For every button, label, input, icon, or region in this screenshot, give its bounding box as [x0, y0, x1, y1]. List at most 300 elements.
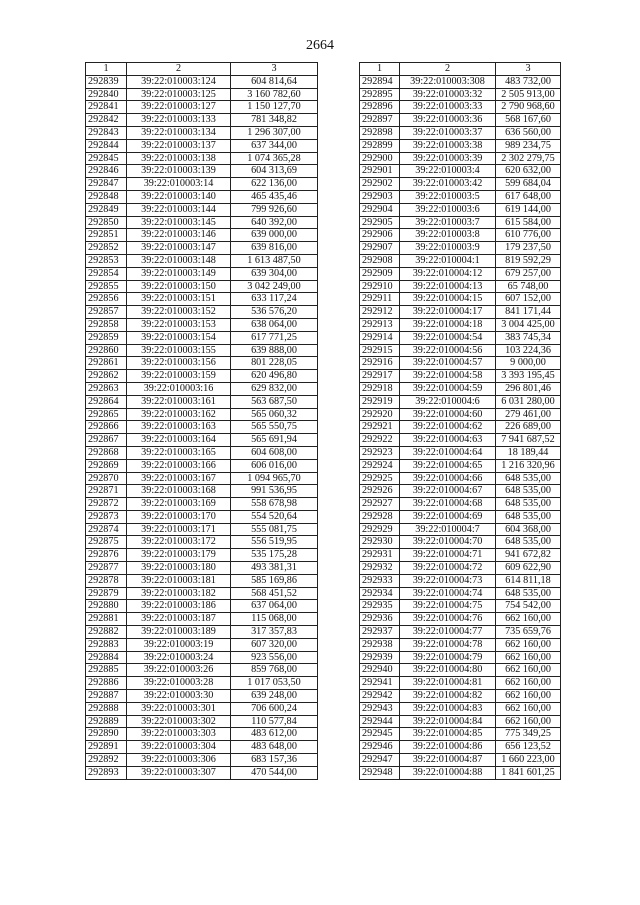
cadastral-number-cell: 39:22:010004:88 — [400, 766, 496, 779]
table-row — [86, 638, 318, 651]
cadastral-value-cell: 1 296 307,00 — [231, 126, 318, 139]
row-number-cell: 292892 — [86, 754, 127, 767]
row-number-cell: 292934 — [360, 587, 400, 600]
cadastral-number-cell: 39:22:010003:145 — [127, 216, 231, 229]
table-row — [360, 536, 561, 549]
cadastral-value-cell: 558 678,98 — [231, 498, 318, 511]
cadastral-number-cell: 39:22:010003:38 — [400, 139, 496, 152]
table-row — [360, 421, 561, 434]
row-number-cell: 292845 — [86, 152, 127, 165]
table-row — [360, 651, 561, 664]
table-row — [86, 549, 318, 562]
row-number-cell: 292886 — [86, 677, 127, 690]
row-number-cell: 292876 — [86, 549, 127, 562]
cadastral-number-cell: 39:22:010004:72 — [400, 562, 496, 575]
table-row — [86, 254, 318, 267]
row-number-cell: 292871 — [86, 485, 127, 498]
row-number-cell: 292849 — [86, 203, 127, 216]
table-row — [360, 370, 561, 383]
row-number-cell: 292853 — [86, 254, 127, 267]
table-row — [86, 382, 318, 395]
row-number-cell: 292839 — [86, 75, 127, 88]
cadastral-value-cell: 662 160,00 — [496, 651, 561, 664]
row-number-cell: 292868 — [86, 446, 127, 459]
cadastral-value-cell: 622 136,00 — [231, 178, 318, 191]
table-row — [86, 357, 318, 370]
cadastral-number-cell: 39:22:010004:66 — [400, 472, 496, 485]
table-row — [360, 754, 561, 767]
cadastral-number-cell: 39:22:010003:172 — [127, 536, 231, 549]
cadastral-number-cell: 39:22:010003:37 — [400, 126, 496, 139]
cadastral-value-cell: 610 776,00 — [496, 229, 561, 242]
row-number-cell: 292861 — [86, 357, 127, 370]
cadastral-number-cell: 39:22:010003:186 — [127, 600, 231, 613]
cadastral-value-cell: 648 535,00 — [496, 472, 561, 485]
cadastral-number-cell: 39:22:010003:168 — [127, 485, 231, 498]
cadastral-value-cell: 679 257,00 — [496, 267, 561, 280]
cadastral-number-cell: 39:22:010004:57 — [400, 357, 496, 370]
cadastral-value-cell: 706 600,24 — [231, 702, 318, 715]
column-header-value: 3 — [496, 63, 561, 76]
table-row — [360, 114, 561, 127]
cadastral-value-cell: 565 550,75 — [231, 421, 318, 434]
table-row — [86, 677, 318, 690]
cadastral-number-cell: 39:22:010004:62 — [400, 421, 496, 434]
row-number-cell: 292844 — [86, 139, 127, 152]
cadastral-number-cell: 39:22:010004:65 — [400, 459, 496, 472]
cadastral-number-cell: 39:22:010004:12 — [400, 267, 496, 280]
table-row — [86, 203, 318, 216]
cadastral-number-cell: 39:22:010003:301 — [127, 702, 231, 715]
cadastral-number-cell: 39:22:010003:170 — [127, 510, 231, 523]
row-number-cell: 292841 — [86, 101, 127, 114]
table-row — [86, 370, 318, 383]
cadastral-value-cell: 1 017 053,50 — [231, 677, 318, 690]
cadastral-value-cell: 483 648,00 — [231, 741, 318, 754]
cadastral-value-cell: 629 832,00 — [231, 382, 318, 395]
cadastral-number-cell: 39:22:010003:180 — [127, 562, 231, 575]
cadastral-number-cell: 39:22:010003:303 — [127, 728, 231, 741]
row-number-cell: 292947 — [360, 754, 400, 767]
table-row — [86, 293, 318, 306]
table-row — [86, 152, 318, 165]
cadastral-value-cell: 638 064,00 — [231, 318, 318, 331]
table-row — [86, 267, 318, 280]
table-row — [360, 613, 561, 626]
cadastral-number-cell: 39:22:010003:165 — [127, 446, 231, 459]
cadastral-value-cell: 6 031 280,00 — [496, 395, 561, 408]
cadastral-value-cell: 604 313,69 — [231, 165, 318, 178]
cadastral-number-cell: 39:22:010003:6 — [400, 203, 496, 216]
cadastral-value-cell: 639 000,00 — [231, 229, 318, 242]
table-row — [86, 690, 318, 703]
cadastral-number-cell: 39:22:010003:179 — [127, 549, 231, 562]
table-row — [86, 715, 318, 728]
table-row — [360, 126, 561, 139]
cadastral-number-cell: 39:22:010003:153 — [127, 318, 231, 331]
cadastral-number-cell: 39:22:010003:306 — [127, 754, 231, 767]
cadastral-value-cell: 3 004 425,00 — [496, 318, 561, 331]
table-row — [360, 139, 561, 152]
cadastral-number-cell: 39:22:010004:67 — [400, 485, 496, 498]
row-number-cell: 292945 — [360, 728, 400, 741]
row-number-cell: 292846 — [86, 165, 127, 178]
cadastral-value-cell: 604 368,00 — [496, 523, 561, 536]
row-number-cell: 292946 — [360, 741, 400, 754]
row-number-cell: 292929 — [360, 523, 400, 536]
row-number-cell: 292940 — [360, 664, 400, 677]
row-number-cell: 292941 — [360, 677, 400, 690]
table-row — [86, 485, 318, 498]
cadastral-value-cell: 555 081,75 — [231, 523, 318, 536]
cadastral-value-cell: 636 560,00 — [496, 126, 561, 139]
cadastral-value-cell: 1 660 223,00 — [496, 754, 561, 767]
table-row — [360, 626, 561, 639]
cadastral-value-cell: 9 000,00 — [496, 357, 561, 370]
row-number-cell: 292850 — [86, 216, 127, 229]
table-row — [86, 75, 318, 88]
table-row — [360, 267, 561, 280]
cadastral-number-cell: 39:22:010003:42 — [400, 178, 496, 191]
row-number-cell: 292873 — [86, 510, 127, 523]
cadastral-number-cell: 39:22:010004:17 — [400, 306, 496, 319]
table-header-row — [86, 63, 318, 76]
cadastral-value-cell: 662 160,00 — [496, 677, 561, 690]
cadastral-number-cell: 39:22:010004:86 — [400, 741, 496, 754]
cadastral-number-cell: 39:22:010003:4 — [400, 165, 496, 178]
table-row — [86, 728, 318, 741]
row-number-cell: 292847 — [86, 178, 127, 191]
row-number-cell: 292879 — [86, 587, 127, 600]
cadastral-number-cell: 39:22:010003:30 — [127, 690, 231, 703]
row-number-cell: 292924 — [360, 459, 400, 472]
table-row — [360, 472, 561, 485]
cadastral-value-cell: 7 941 687,52 — [496, 434, 561, 447]
table-row — [360, 178, 561, 191]
cadastral-number-cell: 39:22:010004:76 — [400, 613, 496, 626]
table-row — [86, 280, 318, 293]
row-number-cell: 292906 — [360, 229, 400, 242]
cadastral-number-cell: 39:22:010004:87 — [400, 754, 496, 767]
table-row — [360, 498, 561, 511]
table-row — [86, 306, 318, 319]
cadastral-value-cell: 640 392,00 — [231, 216, 318, 229]
row-number-cell: 292867 — [86, 434, 127, 447]
table-row — [86, 587, 318, 600]
row-number-cell: 292910 — [360, 280, 400, 293]
cadastral-value-cell: 637 344,00 — [231, 139, 318, 152]
cadastral-value-cell: 465 435,46 — [231, 190, 318, 203]
row-number-cell: 292943 — [360, 702, 400, 715]
cadastral-value-cell: 662 160,00 — [496, 715, 561, 728]
cadastral-number-cell: 39:22:010004:54 — [400, 331, 496, 344]
cadastral-value-cell: 859 768,00 — [231, 664, 318, 677]
cadastral-value-cell: 662 160,00 — [496, 638, 561, 651]
table-row — [360, 446, 561, 459]
row-number-cell: 292887 — [86, 690, 127, 703]
table-row — [86, 165, 318, 178]
cadastral-value-cell: 568 451,52 — [231, 587, 318, 600]
cadastral-number-cell: 39:22:010003:138 — [127, 152, 231, 165]
row-number-cell: 292930 — [360, 536, 400, 549]
row-number-cell: 292875 — [86, 536, 127, 549]
row-number-cell: 292858 — [86, 318, 127, 331]
cadastral-number-cell: 39:22:010003:7 — [400, 216, 496, 229]
row-number-cell: 292842 — [86, 114, 127, 127]
row-number-cell: 292900 — [360, 152, 400, 165]
cadastral-value-cell: 683 157,36 — [231, 754, 318, 767]
cadastral-number-cell: 39:22:010003:137 — [127, 139, 231, 152]
row-number-cell: 292884 — [86, 651, 127, 664]
table-row — [86, 741, 318, 754]
cadastral-value-cell: 633 117,24 — [231, 293, 318, 306]
column-header-cadastral: 2 — [127, 63, 231, 76]
row-number-cell: 292890 — [86, 728, 127, 741]
row-number-cell: 292928 — [360, 510, 400, 523]
cadastral-value-cell: 599 684,04 — [496, 178, 561, 191]
cadastral-value-cell: 662 160,00 — [496, 613, 561, 626]
page-number: 2664 — [306, 38, 334, 53]
cadastral-value-cell: 554 520,64 — [231, 510, 318, 523]
table-row — [86, 434, 318, 447]
cadastral-value-cell: 565 691,94 — [231, 434, 318, 447]
cadastral-number-cell: 39:22:010003:33 — [400, 101, 496, 114]
cadastral-number-cell: 39:22:010003:150 — [127, 280, 231, 293]
table-row — [360, 434, 561, 447]
cadastral-value-cell: 735 659,76 — [496, 626, 561, 639]
row-number-cell: 292877 — [86, 562, 127, 575]
cadastral-number-cell: 39:22:010004:13 — [400, 280, 496, 293]
row-number-cell: 292935 — [360, 600, 400, 613]
row-number-cell: 292857 — [86, 306, 127, 319]
row-number-cell: 292881 — [86, 613, 127, 626]
table-row — [86, 613, 318, 626]
cadastral-value-cell: 383 745,34 — [496, 331, 561, 344]
cadastral-number-cell: 39:22:010003:156 — [127, 357, 231, 370]
column-header-number: 1 — [86, 63, 127, 76]
row-number-cell: 292911 — [360, 293, 400, 306]
row-number-cell: 292925 — [360, 472, 400, 485]
cadastral-number-cell: 39:22:010004:85 — [400, 728, 496, 741]
cadastral-value-cell: 648 535,00 — [496, 485, 561, 498]
table-body-right — [360, 75, 561, 779]
cadastral-value-cell: 991 536,95 — [231, 485, 318, 498]
cadastral-number-cell: 39:22:010003:39 — [400, 152, 496, 165]
cadastral-value-cell: 563 687,50 — [231, 395, 318, 408]
table-row — [360, 549, 561, 562]
cadastral-value-cell: 781 348,82 — [231, 114, 318, 127]
cadastral-number-cell: 39:22:010003:9 — [400, 242, 496, 255]
table-row — [360, 510, 561, 523]
table-row — [360, 306, 561, 319]
table-row — [360, 485, 561, 498]
cadastral-number-cell: 39:22:010004:77 — [400, 626, 496, 639]
row-number-cell: 292860 — [86, 344, 127, 357]
table-row — [86, 600, 318, 613]
column-header-cadastral: 2 — [400, 63, 496, 76]
row-number-cell: 292882 — [86, 626, 127, 639]
row-number-cell: 292918 — [360, 382, 400, 395]
table-row — [86, 766, 318, 779]
row-number-cell: 292912 — [360, 306, 400, 319]
row-number-cell: 292901 — [360, 165, 400, 178]
row-number-cell: 292843 — [86, 126, 127, 139]
cadastral-value-cell: 819 592,29 — [496, 254, 561, 267]
cadastral-value-cell: 648 535,00 — [496, 498, 561, 511]
row-number-cell: 292885 — [86, 664, 127, 677]
table-row — [360, 702, 561, 715]
table-row — [86, 216, 318, 229]
cadastral-number-cell: 39:22:010003:140 — [127, 190, 231, 203]
table-row — [360, 280, 561, 293]
row-number-cell: 292883 — [86, 638, 127, 651]
row-number-cell: 292922 — [360, 434, 400, 447]
cadastral-value-cell: 536 576,20 — [231, 306, 318, 319]
cadastral-number-cell: 39:22:010003:8 — [400, 229, 496, 242]
row-number-cell: 292926 — [360, 485, 400, 498]
cadastral-value-cell: 493 381,31 — [231, 562, 318, 575]
row-number-cell: 292927 — [360, 498, 400, 511]
cadastral-value-cell: 317 357,83 — [231, 626, 318, 639]
row-number-cell: 292869 — [86, 459, 127, 472]
cadastral-value-cell: 2 505 913,00 — [496, 88, 561, 101]
row-number-cell: 292866 — [86, 421, 127, 434]
cadastral-value-cell: 841 171,44 — [496, 306, 561, 319]
table-row — [360, 152, 561, 165]
cadastral-number-cell: 39:22:010003:26 — [127, 664, 231, 677]
cadastral-value-cell: 615 584,00 — [496, 216, 561, 229]
table-row — [86, 190, 318, 203]
table-row — [86, 101, 318, 114]
table-row — [86, 178, 318, 191]
cadastral-value-cell: 662 160,00 — [496, 664, 561, 677]
row-number-cell: 292936 — [360, 613, 400, 626]
cadastral-value-cell: 535 175,28 — [231, 549, 318, 562]
table-header-row — [360, 63, 561, 76]
row-number-cell: 292898 — [360, 126, 400, 139]
cadastral-number-cell: 39:22:010004:82 — [400, 690, 496, 703]
cadastral-value-cell: 620 632,00 — [496, 165, 561, 178]
table-row — [86, 331, 318, 344]
cadastral-number-cell: 39:22:010003:154 — [127, 331, 231, 344]
cadastral-value-cell: 648 535,00 — [496, 587, 561, 600]
table-row — [86, 472, 318, 485]
cadastral-number-cell: 39:22:010003:181 — [127, 574, 231, 587]
table-row — [86, 242, 318, 255]
cadastral-number-cell: 39:22:010004:60 — [400, 408, 496, 421]
cadastral-value-cell: 801 228,05 — [231, 357, 318, 370]
cadastral-value-cell: 565 060,32 — [231, 408, 318, 421]
table-row — [86, 536, 318, 549]
table-row — [86, 510, 318, 523]
cadastral-number-cell: 39:22:010003:139 — [127, 165, 231, 178]
table-row — [86, 139, 318, 152]
cadastral-number-cell: 39:22:010003:125 — [127, 88, 231, 101]
row-number-cell: 292931 — [360, 549, 400, 562]
cadastral-value-cell: 923 556,00 — [231, 651, 318, 664]
cadastral-value-cell: 656 123,52 — [496, 741, 561, 754]
cadastral-number-cell: 39:22:010004:18 — [400, 318, 496, 331]
row-number-cell: 292880 — [86, 600, 127, 613]
cadastral-value-cell: 110 577,84 — [231, 715, 318, 728]
row-number-cell: 292921 — [360, 421, 400, 434]
cadastral-number-cell: 39:22:010004:71 — [400, 549, 496, 562]
cadastral-value-cell: 941 672,82 — [496, 549, 561, 562]
table-row — [86, 88, 318, 101]
cadastral-value-cell: 470 544,00 — [231, 766, 318, 779]
cadastral-number-cell: 39:22:010003:189 — [127, 626, 231, 639]
cadastral-number-cell: 39:22:010004:83 — [400, 702, 496, 715]
table-row — [86, 459, 318, 472]
cadastral-value-cell: 604 608,00 — [231, 446, 318, 459]
cadastral-number-cell: 39:22:010004:7 — [400, 523, 496, 536]
row-number-cell: 292903 — [360, 190, 400, 203]
row-number-cell: 292855 — [86, 280, 127, 293]
cadastral-value-cell: 226 689,00 — [496, 421, 561, 434]
cadastral-number-cell: 39:22:010004:1 — [400, 254, 496, 267]
cadastral-number-cell: 39:22:010004:73 — [400, 574, 496, 587]
cadastral-number-cell: 39:22:010003:166 — [127, 459, 231, 472]
table-row — [360, 318, 561, 331]
cadastral-number-cell: 39:22:010004:78 — [400, 638, 496, 651]
cadastral-number-cell: 39:22:010004:15 — [400, 293, 496, 306]
table-row — [86, 446, 318, 459]
table-row — [86, 754, 318, 767]
cadastral-number-cell: 39:22:010003:167 — [127, 472, 231, 485]
cadastral-value-cell: 754 542,00 — [496, 600, 561, 613]
cadastral-number-cell: 39:22:010004:74 — [400, 587, 496, 600]
table-row — [360, 600, 561, 613]
row-number-cell: 292872 — [86, 498, 127, 511]
cadastral-number-cell: 39:22:010003:151 — [127, 293, 231, 306]
table-row — [360, 190, 561, 203]
table-row — [360, 587, 561, 600]
cadastral-value-cell: 3 160 782,60 — [231, 88, 318, 101]
cadastral-number-cell: 39:22:010004:56 — [400, 344, 496, 357]
table-row — [360, 562, 561, 575]
table-row — [360, 638, 561, 651]
cadastral-number-cell: 39:22:010003:19 — [127, 638, 231, 651]
table-row — [360, 293, 561, 306]
cadastral-number-cell: 39:22:010003:24 — [127, 651, 231, 664]
row-number-cell: 292865 — [86, 408, 127, 421]
cadastral-value-cell: 483 732,00 — [496, 75, 561, 88]
table-row — [360, 229, 561, 242]
cadastral-value-cell: 614 811,18 — [496, 574, 561, 587]
row-number-cell: 292938 — [360, 638, 400, 651]
cadastral-number-cell: 39:22:010003:169 — [127, 498, 231, 511]
cadastral-value-cell: 607 320,00 — [231, 638, 318, 651]
row-number-cell: 292854 — [86, 267, 127, 280]
table-row — [360, 523, 561, 536]
row-number-cell: 292878 — [86, 574, 127, 587]
cadastral-number-cell: 39:22:010003:302 — [127, 715, 231, 728]
table-row — [360, 741, 561, 754]
cadastral-value-cell: 1 094 965,70 — [231, 472, 318, 485]
row-number-cell: 292942 — [360, 690, 400, 703]
row-number-cell: 292908 — [360, 254, 400, 267]
table-row — [360, 690, 561, 703]
cadastral-value-cell: 18 189,44 — [496, 446, 561, 459]
row-number-cell: 292939 — [360, 651, 400, 664]
row-number-cell: 292920 — [360, 408, 400, 421]
cadastral-number-cell: 39:22:010003:162 — [127, 408, 231, 421]
row-number-cell: 292916 — [360, 357, 400, 370]
row-number-cell: 292913 — [360, 318, 400, 331]
row-number-cell: 292907 — [360, 242, 400, 255]
row-number-cell: 292905 — [360, 216, 400, 229]
cadastral-number-cell: 39:22:010003:152 — [127, 306, 231, 319]
